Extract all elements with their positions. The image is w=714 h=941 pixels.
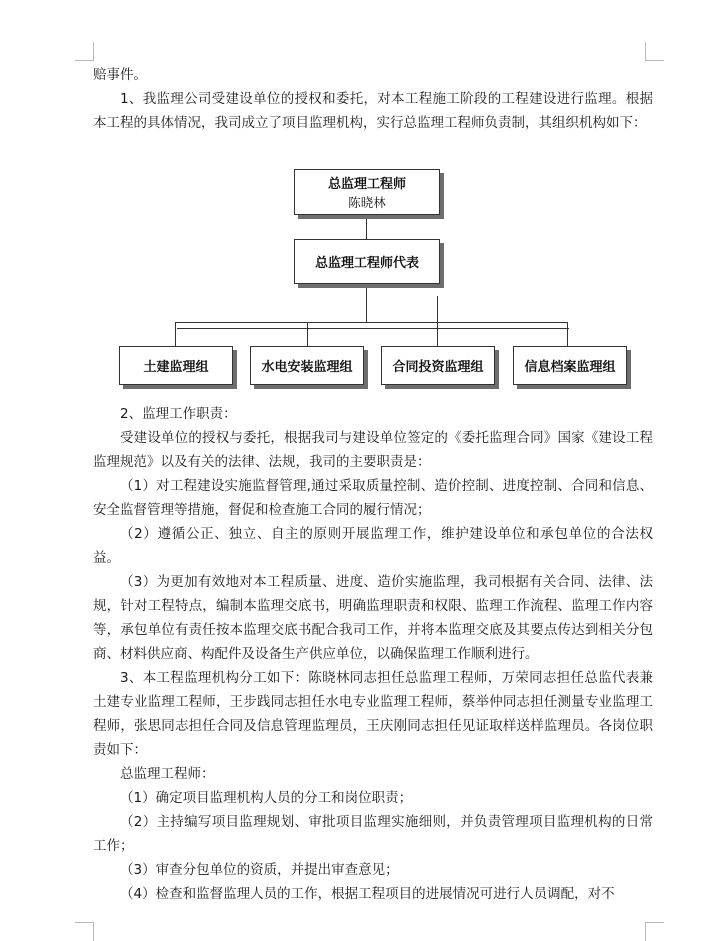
page-corner-mark	[645, 922, 664, 941]
paragraph: （3）为更加有效地对本工程质量、进度、造价实施监理，我司根据有关合同、法律、法规，针对工程特点，编制本监理交底书，明确监理职责和权限、监理工作流程、监理工作内容等，承包单位有责任按本监理交底书配合我司工作，并将本监理交底及其要点传达到相关分包商、材料供应商、构配件及设备生产供应单位，以确保监理工作顺利进行。	[93, 574, 653, 662]
org-box-group	[119, 346, 233, 385]
paragraph: （2）遵循公正、独立、自主的原则开展监理工作，维护建设单位和承包单位的合法权益。	[93, 526, 653, 566]
body-text	[93, 402, 653, 906]
org-box-chief	[294, 169, 440, 215]
paragraph: 总监理工程师：	[120, 766, 215, 782]
group-label: 信息档案监理组	[524, 360, 616, 375]
connector-line	[437, 296, 438, 328]
group-label: 水电安装监理组	[261, 360, 353, 375]
paragraph: （1）确定项目监理机构人员的分工和岗位职责；	[120, 790, 413, 806]
representative-title: 总监理工程师代表	[314, 256, 419, 271]
paragraph: （3）审查分包单位的资质，并提出审查意见；	[120, 862, 399, 878]
org-chart	[0, 0, 714, 400]
paragraph: 1、我监理公司受建设单位的授权和委托，对本工程施工阶段的工程建设进行监理。根据本工程的具体情况，我司成立了项目监理机构，实行总监理工程师负责制，其组织机构如下：	[93, 91, 653, 131]
paragraph: （1）对工程建设实施监督管理,通过采取质量控制、造价控制、进度控制、合同和信息、安全监督管理等措施，督促和检查施工合同的履行情况；	[93, 478, 653, 518]
page-corner-mark	[75, 42, 94, 61]
org-box-group	[250, 346, 364, 385]
chief-name: 陈晓林	[348, 195, 386, 210]
intro-text	[93, 63, 653, 135]
paragraph: 赔事件。	[93, 67, 147, 83]
org-box-representative	[294, 239, 440, 284]
connector-line	[177, 328, 569, 329]
connector-line	[175, 322, 176, 346]
paragraph: （4）检查和监督监理人员的工作，根据工程项目的进展情况可进行人员调配，对不	[120, 886, 615, 902]
page-corner-mark	[75, 922, 94, 941]
paragraph: 3、本工程监理机构分工如下：陈晓林同志担任总监理工程师，万荣同志担任总监代表兼土建专业监理工程师，王步践同志担任水电专业监理工程师，蔡举仲同志担任测量专业监理工程师，张思同志担任合同及信息管理监理员，王庆刚同志担任见证取样送样监理员。各岗位职责如下：	[93, 670, 653, 758]
paragraph: （2）主持编写项目监理规划、审批项目监理实施细则，并负责管理项目监理机构的日常工作；	[93, 814, 653, 854]
paragraph: 受建设单位的授权与委托，根据我司与建设单位签定的《委托监理合同》国家《建设工程监理规范》以及有关的法律、法规，我司的主要职责是：	[93, 430, 653, 470]
connector-line	[366, 282, 367, 322]
org-box-group	[381, 346, 495, 385]
group-label: 土建监理组	[143, 360, 209, 375]
connector-line	[567, 322, 568, 346]
connector-line	[175, 322, 567, 323]
group-label: 合同投资监理组	[392, 360, 484, 375]
paragraph: 2、监理工作职责：	[120, 406, 237, 422]
chief-title: 总监理工程师	[327, 177, 406, 192]
connector-line	[307, 322, 308, 346]
page-corner-mark	[645, 42, 664, 61]
connector-line	[437, 322, 438, 346]
org-box-group	[513, 346, 627, 385]
connector-line	[366, 214, 367, 240]
